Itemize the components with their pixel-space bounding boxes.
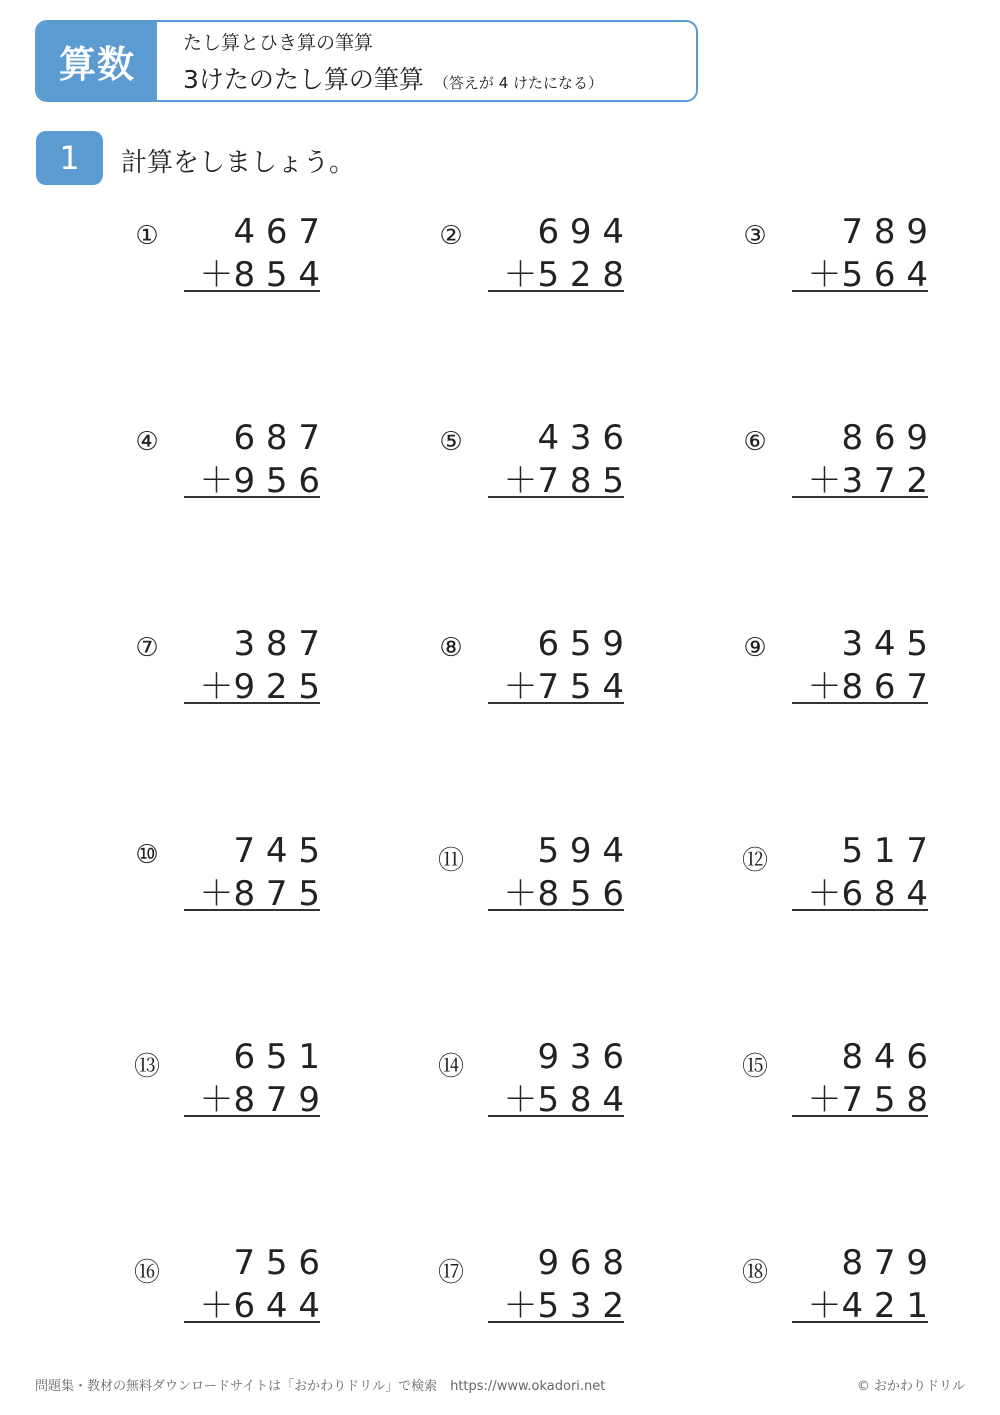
addend-top: 6 5 9 — [537, 624, 624, 664]
addend-bottom: ＋8 7 9 — [199, 1080, 320, 1120]
addend-bottom: ＋7 8 5 — [503, 461, 624, 501]
problem-13 — [130, 1037, 320, 1123]
problem-number: ③ — [743, 221, 767, 251]
problem-number: ⑱ — [741, 1258, 768, 1288]
problem-number: ⑦ — [135, 633, 159, 663]
problem-7 — [130, 624, 320, 710]
answer-line — [792, 1115, 928, 1117]
problem-3 — [738, 212, 928, 298]
problem-number: ⑮ — [741, 1052, 768, 1082]
addend-top: 9 6 8 — [537, 1243, 624, 1283]
problem-number: ⑯ — [133, 1258, 160, 1288]
worksheet-header — [35, 20, 698, 102]
problem-number: ② — [439, 221, 463, 251]
addend-top: 6 5 1 — [233, 1037, 320, 1077]
addend-top: 5 1 7 — [841, 831, 928, 871]
problem-5 — [434, 418, 624, 504]
addend-top: 7 5 6 — [233, 1243, 320, 1283]
answer-line — [488, 909, 624, 911]
problem-number: ⑨ — [743, 633, 767, 663]
answer-line — [792, 290, 928, 292]
addend-top: 3 8 7 — [233, 624, 320, 664]
answer-line — [184, 1321, 320, 1323]
answer-line — [792, 496, 928, 498]
addend-bottom: ＋7 5 8 — [807, 1080, 928, 1120]
addend-top: 9 3 6 — [537, 1037, 624, 1077]
addend-bottom: ＋5 8 4 — [503, 1080, 624, 1120]
addend-bottom: ＋8 7 5 — [199, 874, 320, 914]
answer-line — [488, 702, 624, 704]
problem-17 — [434, 1243, 624, 1329]
problem-11 — [434, 831, 624, 917]
problem-number: ⑰ — [437, 1258, 464, 1288]
problem-number: ④ — [135, 427, 159, 457]
addend-top: 6 8 7 — [233, 418, 320, 458]
footer-site-info: 問題集・教材の無料ダウンロードサイトは「おかわりドリル」で検索 https://www.okadori.net — [35, 1379, 606, 1394]
answer-line — [792, 909, 928, 911]
problem-number: ⑩ — [135, 840, 159, 870]
problem-number: ⑤ — [439, 427, 463, 457]
addend-bottom: ＋4 2 1 — [807, 1286, 928, 1326]
addend-top: 3 4 5 — [841, 624, 928, 664]
addend-bottom: ＋9 2 5 — [199, 667, 320, 707]
answer-line — [488, 290, 624, 292]
problem-8 — [434, 624, 624, 710]
addend-bottom: ＋3 7 2 — [807, 461, 928, 501]
answer-line — [792, 1321, 928, 1323]
addend-bottom: ＋9 5 6 — [199, 461, 320, 501]
addend-bottom: ＋5 2 8 — [503, 255, 624, 295]
section-instruction: 計算をしましょう。 — [121, 148, 356, 178]
addend-top: 5 9 4 — [537, 831, 624, 871]
problem-9 — [738, 624, 928, 710]
problem-number: ⑫ — [741, 846, 768, 876]
addend-top: 4 6 7 — [233, 212, 320, 252]
addend-bottom: ＋6 8 4 — [807, 874, 928, 914]
worksheet-title-note: （答えが 4 けたになる） — [433, 74, 604, 92]
addend-top: 8 4 6 — [841, 1037, 928, 1077]
addend-bottom: ＋5 6 4 — [807, 255, 928, 295]
problem-number: ⑥ — [743, 427, 767, 457]
addend-bottom: ＋5 3 2 — [503, 1286, 624, 1326]
problem-2 — [434, 212, 624, 298]
problem-16 — [130, 1243, 320, 1329]
addend-top: 4 3 6 — [537, 418, 624, 458]
footer-copyright: © おかわりドリル — [856, 1379, 965, 1394]
addend-top: 7 8 9 — [841, 212, 928, 252]
subject-tag: 算数 — [37, 22, 157, 100]
addend-top: 8 6 9 — [841, 418, 928, 458]
problem-12 — [738, 831, 928, 917]
worksheet-title-text: 3けたのたし算の筆算 — [183, 65, 424, 94]
problem-number: ① — [135, 221, 159, 251]
problem-10 — [130, 831, 320, 917]
addend-bottom: ＋8 6 7 — [807, 667, 928, 707]
problem-15 — [738, 1037, 928, 1123]
problem-number: ⑪ — [437, 846, 464, 876]
addend-top: 6 9 4 — [537, 212, 624, 252]
problem-number: ⑭ — [437, 1052, 464, 1082]
answer-line — [184, 1115, 320, 1117]
problem-number: ⑬ — [133, 1052, 160, 1082]
section-number-badge: 1 — [36, 131, 103, 185]
addend-bottom: ＋6 4 4 — [199, 1286, 320, 1326]
problem-number: ⑧ — [439, 633, 463, 663]
problem-6 — [738, 418, 928, 504]
answer-line — [488, 1321, 624, 1323]
answer-line — [184, 290, 320, 292]
answer-line — [488, 1115, 624, 1117]
answer-line — [184, 909, 320, 911]
answer-line — [184, 702, 320, 704]
addend-bottom: ＋7 5 4 — [503, 667, 624, 707]
problem-4 — [130, 418, 320, 504]
answer-line — [792, 702, 928, 704]
answer-line — [488, 496, 624, 498]
addend-top: 8 7 9 — [841, 1243, 928, 1283]
addend-bottom: ＋8 5 4 — [199, 255, 320, 295]
worksheet-title — [183, 60, 603, 96]
answer-line — [184, 496, 320, 498]
worksheet-subtitle: たし算とひき算の筆算 — [183, 32, 374, 54]
problem-1 — [130, 212, 320, 298]
addend-top: 7 4 5 — [233, 831, 320, 871]
problem-18 — [738, 1243, 928, 1329]
addend-bottom: ＋8 5 6 — [503, 874, 624, 914]
problem-14 — [434, 1037, 624, 1123]
